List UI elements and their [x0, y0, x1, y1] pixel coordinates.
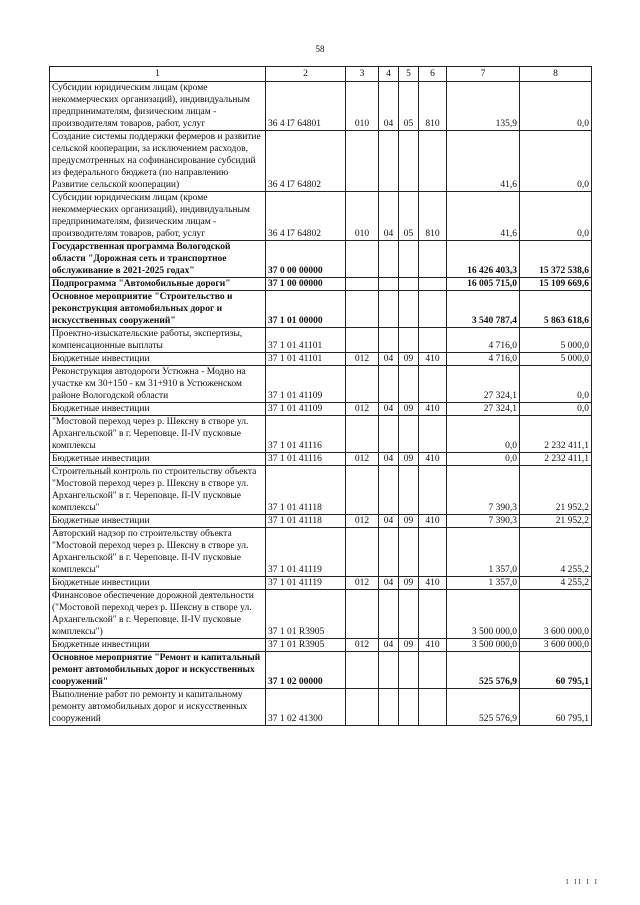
subsection-code-cell — [399, 528, 419, 577]
table-row — [50, 689, 592, 726]
expense-type-cell: 410 — [419, 577, 447, 590]
table-row — [50, 515, 592, 528]
grbs-code-cell — [346, 366, 379, 403]
table-row — [50, 528, 592, 577]
grbs-code-cell: 010 — [346, 82, 379, 131]
table-row — [50, 328, 592, 353]
expense-type-cell — [419, 131, 447, 192]
target-article-cell: 37 1 01 R3905 — [266, 639, 346, 652]
section-code-cell — [379, 278, 399, 291]
grbs-code-cell — [346, 278, 379, 291]
row-name-cell: Основное мероприятие "Строительство и реконструкция автомобильных дорог и искусственных сооружений" — [50, 291, 266, 328]
table-row — [50, 639, 592, 652]
expense-type-cell: 410 — [419, 453, 447, 466]
section-code-cell — [379, 689, 399, 726]
expense-type-cell: 410 — [419, 639, 447, 652]
subsection-code-cell — [399, 416, 419, 453]
row-name-cell: Проектно-изыскательские работы, экспертизы, компенсационные выплаты — [50, 328, 266, 353]
target-article-cell: 37 1 01 41119 — [266, 528, 346, 577]
subsection-code-cell — [399, 366, 419, 403]
amount-2021-cell: 1 357,0 — [447, 528, 520, 577]
subsection-code-cell — [399, 652, 419, 689]
table-row — [50, 82, 592, 131]
amount-2022-cell: 0,0 — [520, 366, 592, 403]
row-name-cell: Бюджетные инвестиции — [50, 639, 266, 652]
column-header: 1 — [50, 67, 266, 82]
target-article-cell: 37 1 01 R3905 — [266, 590, 346, 639]
target-article-cell: 37 0 00 00000 — [266, 241, 346, 278]
amount-2022-cell: 15 372 538,6 — [520, 241, 592, 278]
table-row — [50, 466, 592, 515]
column-header: 2 — [266, 67, 346, 82]
section-code-cell: 04 — [379, 353, 399, 366]
subsection-code-cell: 09 — [399, 453, 419, 466]
table-row — [50, 416, 592, 453]
amount-2021-cell: 1 357,0 — [447, 577, 520, 590]
table-row — [50, 577, 592, 590]
column-header: 4 — [379, 67, 399, 82]
amount-2022-cell: 21 952,2 — [520, 466, 592, 515]
table-row — [50, 278, 592, 291]
section-code-cell — [379, 291, 399, 328]
amount-2022-cell: 2 232 411,1 — [520, 453, 592, 466]
grbs-code-cell: 012 — [346, 577, 379, 590]
amount-2022-cell: 3 600 000,0 — [520, 590, 592, 639]
amount-2021-cell: 27 324,1 — [447, 366, 520, 403]
amount-2021-cell: 525 576,9 — [447, 689, 520, 726]
subsection-code-cell: 05 — [399, 82, 419, 131]
section-code-cell: 04 — [379, 577, 399, 590]
amount-2021-cell: 4 716,0 — [447, 353, 520, 366]
amount-2021-cell: 0,0 — [447, 416, 520, 453]
section-code-cell — [379, 590, 399, 639]
amount-2021-cell: 3 540 787,4 — [447, 291, 520, 328]
amount-2022-cell: 4 255,2 — [520, 528, 592, 577]
table-row — [50, 590, 592, 639]
subsection-code-cell — [399, 131, 419, 192]
row-name-cell: Авторский надзор по строительству объекта "Мостовой переход через р. Шексну в створе ул. Архангельской" в г. Череповце. II-IV пусковые комплексы" — [50, 528, 266, 577]
amount-2022-cell: 5 000,0 — [520, 353, 592, 366]
amount-2022-cell: 21 952,2 — [520, 515, 592, 528]
amount-2022-cell: 5 000,0 — [520, 328, 592, 353]
grbs-code-cell — [346, 328, 379, 353]
subsection-code-cell — [399, 466, 419, 515]
table-row — [50, 652, 592, 689]
expense-type-cell — [419, 241, 447, 278]
expense-type-cell: 410 — [419, 353, 447, 366]
grbs-code-cell — [346, 466, 379, 515]
footer-mark: I II I I — [566, 878, 599, 886]
row-name-cell: Подпрограмма "Автомобильные дороги" — [50, 278, 266, 291]
expense-type-cell — [419, 652, 447, 689]
expense-type-cell: 410 — [419, 403, 447, 416]
section-code-cell — [379, 416, 399, 453]
row-name-cell: Бюджетные инвестиции — [50, 577, 266, 590]
row-name-cell: Бюджетные инвестиции — [50, 515, 266, 528]
expense-type-cell — [419, 590, 447, 639]
target-article-cell: 37 1 01 41101 — [266, 328, 346, 353]
grbs-code-cell: 012 — [346, 353, 379, 366]
subsection-code-cell — [399, 241, 419, 278]
target-article-cell: 37 1 01 41101 — [266, 353, 346, 366]
column-header: 8 — [520, 67, 592, 82]
subsection-code-cell — [399, 328, 419, 353]
amount-2021-cell: 41,6 — [447, 192, 520, 241]
row-name-cell: Строительный контроль по строительству объекта "Мостовой переход через р. Шексну в створе ул. Архангельской" в г. Череповце. II-IV пусковые комплексы" — [50, 466, 266, 515]
amount-2021-cell: 41,6 — [447, 131, 520, 192]
amount-2021-cell: 3 500 000,0 — [447, 639, 520, 652]
section-code-cell — [379, 366, 399, 403]
grbs-code-cell — [346, 241, 379, 278]
amount-2021-cell: 135,9 — [447, 82, 520, 131]
subsection-code-cell: 05 — [399, 192, 419, 241]
section-code-cell: 04 — [379, 82, 399, 131]
grbs-code-cell: 012 — [346, 453, 379, 466]
amount-2022-cell: 5 863 618,6 — [520, 291, 592, 328]
row-name-cell: Государственная программа Вологодской области "Дорожная сеть и транспортное обслуживание в 2021-2025 годах" — [50, 241, 266, 278]
expense-type-cell — [419, 328, 447, 353]
section-code-cell — [379, 528, 399, 577]
amount-2021-cell: 7 390,3 — [447, 466, 520, 515]
section-code-cell: 04 — [379, 515, 399, 528]
subsection-code-cell: 09 — [399, 639, 419, 652]
amount-2021-cell: 3 500 000,0 — [447, 590, 520, 639]
table-row — [50, 291, 592, 328]
grbs-code-cell — [346, 131, 379, 192]
table-row — [50, 403, 592, 416]
target-article-cell: 36 4 I7 64802 — [266, 192, 346, 241]
target-article-cell: 37 1 01 41109 — [266, 403, 346, 416]
amount-2022-cell: 60 795,1 — [520, 689, 592, 726]
amount-2022-cell: 4 255,2 — [520, 577, 592, 590]
expense-type-cell — [419, 278, 447, 291]
amount-2021-cell: 27 324,1 — [447, 403, 520, 416]
amount-2021-cell: 0,0 — [447, 453, 520, 466]
subsection-code-cell: 09 — [399, 403, 419, 416]
target-article-cell: 37 1 01 41118 — [266, 515, 346, 528]
grbs-code-cell — [346, 652, 379, 689]
grbs-code-cell — [346, 689, 379, 726]
row-name-cell: Финансовое обеспечение дорожной деятельности ("Мостовой переход через р. Шексну в створе ул. Архангельской" в г. Череповце. II-IV пусковые комплексы") — [50, 590, 266, 639]
target-article-cell: 37 1 01 41116 — [266, 453, 346, 466]
amount-2021-cell: 525 576,9 — [447, 652, 520, 689]
expense-type-cell: 810 — [419, 82, 447, 131]
grbs-code-cell: 012 — [346, 515, 379, 528]
expense-type-cell — [419, 291, 447, 328]
header-row — [50, 67, 592, 82]
target-article-cell: 37 1 01 41109 — [266, 366, 346, 403]
target-article-cell: 37 1 01 41116 — [266, 416, 346, 453]
amount-2022-cell: 15 109 669,6 — [520, 278, 592, 291]
expense-type-cell — [419, 689, 447, 726]
expense-type-cell — [419, 528, 447, 577]
expense-type-cell — [419, 466, 447, 515]
table-row — [50, 192, 592, 241]
subsection-code-cell: 09 — [399, 577, 419, 590]
section-code-cell: 04 — [379, 639, 399, 652]
grbs-code-cell — [346, 528, 379, 577]
row-name-cell: Бюджетные инвестиции — [50, 353, 266, 366]
amount-2021-cell: 7 390,3 — [447, 515, 520, 528]
column-header: 5 — [399, 67, 419, 82]
amount-2021-cell: 16 426 403,3 — [447, 241, 520, 278]
section-code-cell — [379, 131, 399, 192]
row-name-cell: Реконструкция автодороги Устюжна - Модно на участке км 30+150 - км 31+910 в Устюженском районе Вологодской области — [50, 366, 266, 403]
amount-2021-cell: 16 005 715,0 — [447, 278, 520, 291]
expense-type-cell: 410 — [419, 515, 447, 528]
amount-2022-cell: 3 600 000,0 — [520, 639, 592, 652]
target-article-cell: 36 4 I7 64801 — [266, 82, 346, 131]
target-article-cell: 37 1 01 41119 — [266, 577, 346, 590]
section-code-cell: 04 — [379, 453, 399, 466]
grbs-code-cell: 010 — [346, 192, 379, 241]
table-row — [50, 353, 592, 366]
row-name-cell: Выполнение работ по ремонту и капитальному ремонту автомобильных дорог и искусственных сооружений — [50, 689, 266, 726]
expense-type-cell — [419, 416, 447, 453]
grbs-code-cell: 012 — [346, 403, 379, 416]
section-code-cell — [379, 328, 399, 353]
target-article-cell: 37 1 01 00000 — [266, 291, 346, 328]
amount-2022-cell: 0,0 — [520, 82, 592, 131]
amount-2022-cell: 0,0 — [520, 131, 592, 192]
target-article-cell: 36 4 I7 64802 — [266, 131, 346, 192]
amount-2022-cell: 60 795,1 — [520, 652, 592, 689]
target-article-cell: 37 1 01 41118 — [266, 466, 346, 515]
target-article-cell: 37 1 02 00000 — [266, 652, 346, 689]
grbs-code-cell: 012 — [346, 639, 379, 652]
table-row — [50, 131, 592, 192]
budget-table — [49, 66, 592, 726]
section-code-cell — [379, 466, 399, 515]
grbs-code-cell — [346, 291, 379, 328]
row-name-cell: Основное мероприятие "Ремонт и капитальный ремонт автомобильных дорог и искусственных сооружений" — [50, 652, 266, 689]
subsection-code-cell: 09 — [399, 515, 419, 528]
row-name-cell: "Мостовой переход через р. Шексну в створе ул. Архангельской" в г. Череповце. II-IV пусковые комплексы — [50, 416, 266, 453]
amount-2022-cell: 0,0 — [520, 192, 592, 241]
section-code-cell: 04 — [379, 192, 399, 241]
row-name-cell: Создание системы поддержки фермеров и развитие сельской кооперации, за исключением расходов, предусмотренных на софинансирование субсидий из федерального бюджета (по направлению Развитие сельской кооперации) — [50, 131, 266, 192]
table-row — [50, 241, 592, 278]
table-row — [50, 366, 592, 403]
subsection-code-cell — [399, 590, 419, 639]
table-row — [50, 453, 592, 466]
expense-type-cell: 810 — [419, 192, 447, 241]
amount-2021-cell: 4 716,0 — [447, 328, 520, 353]
target-article-cell: 37 1 02 41300 — [266, 689, 346, 726]
column-header: 3 — [346, 67, 379, 82]
row-name-cell: Бюджетные инвестиции — [50, 453, 266, 466]
target-article-cell: 37 1 00 00000 — [266, 278, 346, 291]
subsection-code-cell — [399, 291, 419, 328]
expense-type-cell — [419, 366, 447, 403]
grbs-code-cell — [346, 590, 379, 639]
section-code-cell — [379, 241, 399, 278]
column-header: 7 — [447, 67, 520, 82]
row-name-cell: Бюджетные инвестиции — [50, 403, 266, 416]
subsection-code-cell — [399, 278, 419, 291]
subsection-code-cell — [399, 689, 419, 726]
grbs-code-cell — [346, 416, 379, 453]
amount-2022-cell: 0,0 — [520, 403, 592, 416]
section-code-cell: 04 — [379, 403, 399, 416]
column-header: 6 — [419, 67, 447, 82]
section-code-cell — [379, 652, 399, 689]
page-number: 58 — [315, 44, 325, 54]
row-name-cell: Субсидии юридическим лицам (кроме некоммерческих организаций), индивидуальным предпринимателям, физическим лицам - производителям товаров, работ, услуг — [50, 192, 266, 241]
amount-2022-cell: 2 232 411,1 — [520, 416, 592, 453]
row-name-cell: Субсидии юридическим лицам (кроме некоммерческих организаций), индивидуальным предпринимателям, физическим лицам - производителям товаров, работ, услуг — [50, 82, 266, 131]
subsection-code-cell: 09 — [399, 353, 419, 366]
